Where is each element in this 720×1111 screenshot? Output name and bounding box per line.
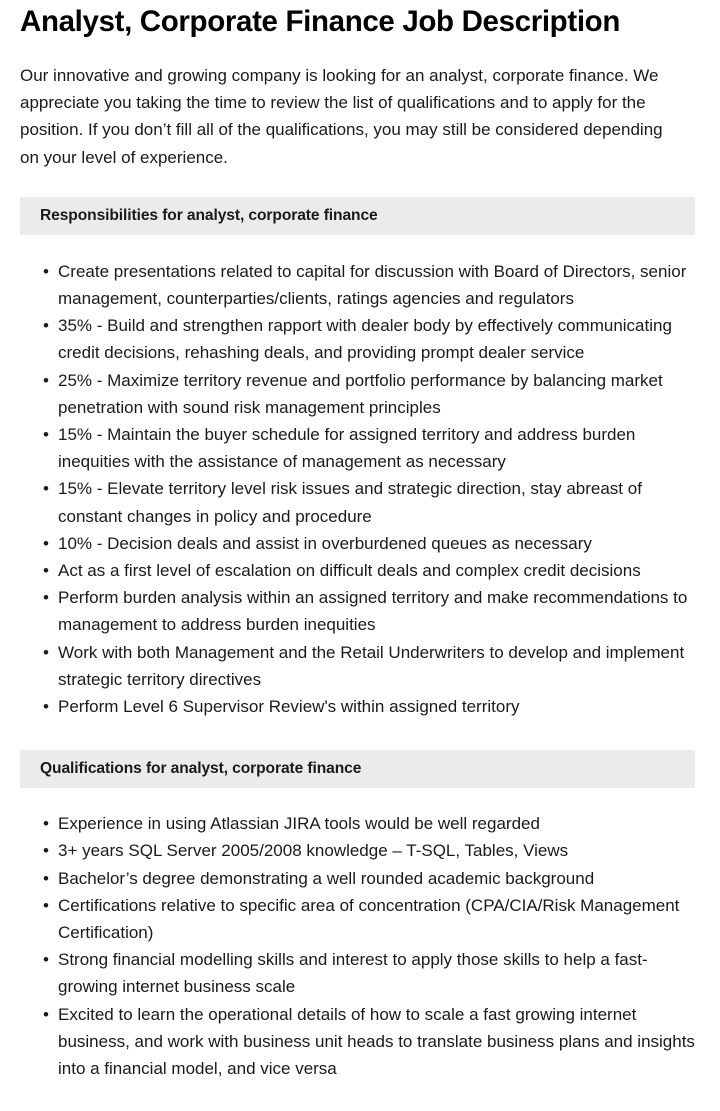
responsibilities-section-header: Responsibilities for analyst, corporate finance: [20, 197, 695, 235]
list-item: • Perform burden analysis within an assigned territory and make recommendations to management to address burden inequities: [0, 584, 720, 638]
list-item: • 25% - Maximize territory revenue and portfolio performance by balancing market penetration with sound risk management principles: [0, 367, 720, 421]
qualifications-list: [0, 788, 720, 1082]
list-item: • 3+ years SQL Server 2005/2008 knowledge – T-SQL, Tables, Views: [0, 837, 720, 864]
list-item: • Perform Level 6 Supervisor Review's within assigned territory: [0, 693, 720, 720]
qualifications-section-header: Qualifications for analyst, corporate finance: [20, 750, 695, 788]
list-item: • Strong financial modelling skills and interest to apply those skills to help a fast-growing internet business scale: [0, 946, 720, 1000]
list-item: • Bachelor’s degree demonstrating a well rounded academic background: [0, 865, 720, 892]
list-item: • Experience in using Atlassian JIRA tools would be well regarded: [0, 810, 720, 837]
list-item: • Excited to learn the operational details of how to scale a fast growing internet business, and work with business unit heads to translate business plans and insights into a financial model, and vice versa: [0, 1001, 720, 1083]
list-item: • 15% - Elevate territory level risk issues and strategic direction, stay abreast of constant changes in policy and procedure: [0, 475, 720, 529]
list-item: • 10% - Decision deals and assist in overburdened queues as necessary: [0, 530, 720, 557]
list-item: • Create presentations related to capital for discussion with Board of Directors, senior management, counterparties/clients, ratings agencies and regulators: [0, 258, 720, 312]
list-item: • 15% - Maintain the buyer schedule for assigned territory and address burden inequities with the assistance of management as necessary: [0, 421, 720, 475]
list-item: • Work with both Management and the Retail Underwriters to develop and implement strategic territory directives: [0, 639, 720, 693]
list-item: • Certifications relative to specific area of concentration (CPA/CIA/Risk Management Certification): [0, 892, 720, 946]
responsibilities-list: [0, 235, 720, 720]
list-item: • 35% - Build and strengthen rapport with dealer body by effectively communicating credit decisions, rehashing deals, and providing prompt dealer service: [0, 312, 720, 366]
intro-paragraph: Our innovative and growing company is looking for an analyst, corporate finance. We appreciate you taking the time to review the list of qualifications and to apply for the position. If you don’t fill all of the qualifications, you may still be considered depending on your level of experience.: [20, 66, 663, 167]
page-title: Analyst, Corporate Finance Job Description: [20, 5, 621, 38]
list-item: • Act as a first level of escalation on difficult deals and complex credit decisions: [0, 557, 720, 584]
